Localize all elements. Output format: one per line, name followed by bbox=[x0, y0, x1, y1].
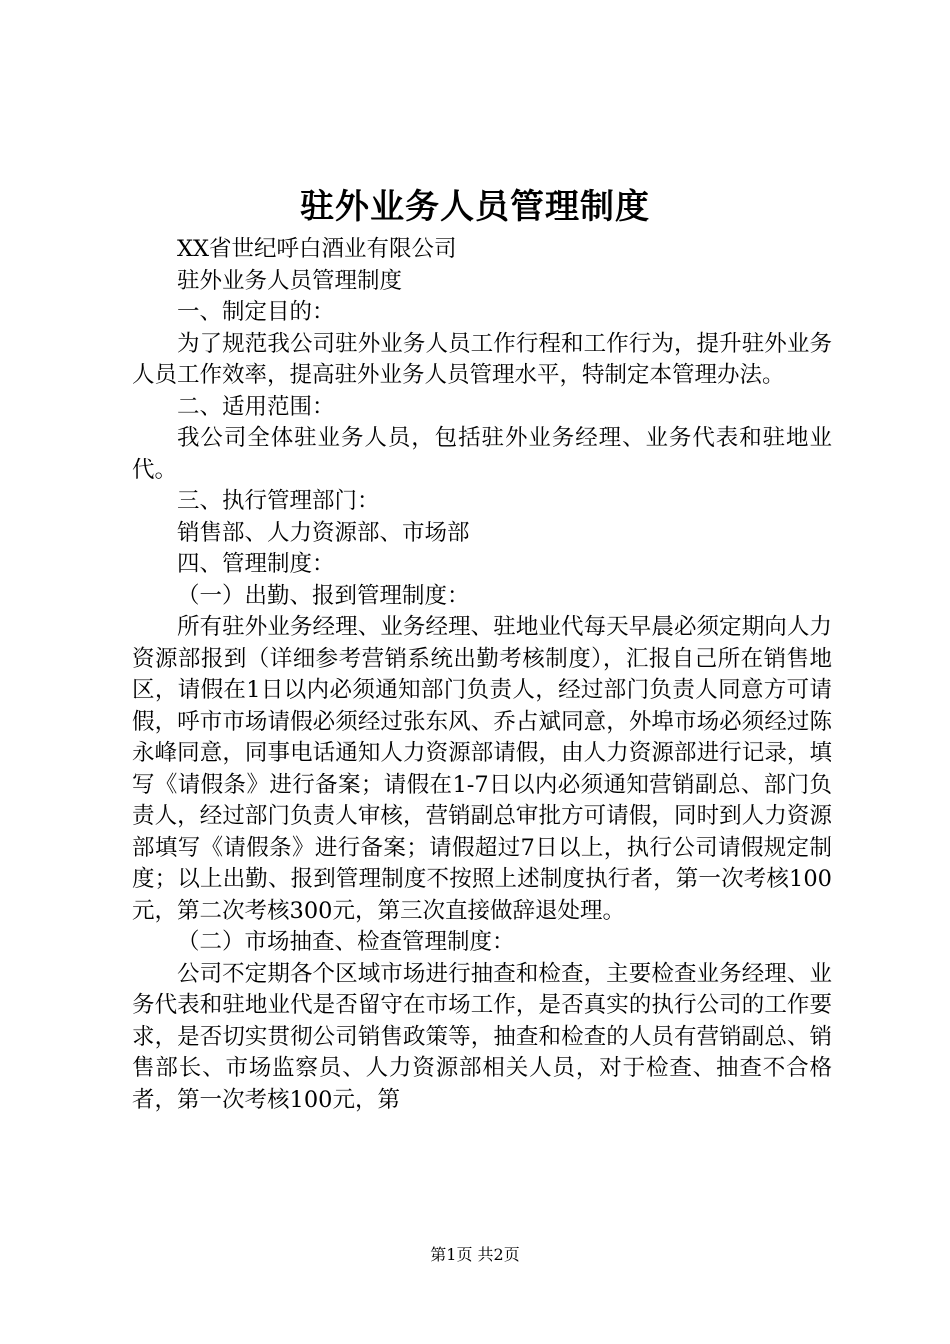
paragraph-inspection: 公司不定期各个区域市场进行抽查和检查，主要检查业务经理、业务代表和驻地业代是否留守在市场工作，是否真实的执行公司的工作要求，是否切实贯彻公司销售政策等，抽查和检查的人员有营销副总、销售部长、市场监察员、人力资源部相关人员，对于检查、抽查不合格者，第一次考核100元，第 bbox=[132, 960, 832, 1113]
paragraph-attendance: 所有驻外业务经理、业务经理、驻地业代每天早晨必须定期向人力资源部报到（详细参考营销系统出勤考核制度），汇报自己所在销售地区，请假在1日以内必须通知部门负责人，经过部门负责人同意方可请假，呼市市场请假必须经过张东风、乔占斌同意，外埠市场必须经过陈永峰同意，同事电话通知人力资源部请假，由人力资源部进行记录，填写《请假条》进行备案；请假在1-7日以内必须通知营销副总、部门负责人，经过部门负责人审核，营销副总审批方可请假，同时到人力资源部填写《请假条》进行备案；请假超过7日以上，执行公司请假规定制度；以上出勤、报到管理制度不按照上述制度执行者，第一次考核100元，第二次考核300元，第三次直接做辞退处理。 bbox=[132, 614, 832, 924]
paragraph-scope: 我公司全体驻业务人员，包括驻外业务经理、业务代表和驻地业代。 bbox=[132, 425, 832, 483]
page-footer: 第1页 共2页 bbox=[430, 1245, 520, 1264]
subtitle: 驻外业务人员管理制度 bbox=[177, 267, 403, 294]
section-heading-rules: 四、管理制度： bbox=[177, 551, 335, 577]
document-title: 驻外业务人员管理制度 bbox=[300, 187, 650, 227]
section-heading-scope: 二、适用范围： bbox=[177, 393, 335, 420]
section-heading-department: 三、执行管理部门： bbox=[177, 488, 380, 514]
document-body bbox=[132, 234, 832, 1116]
subsection-heading-attendance: （一）出勤、报到管理制度： bbox=[177, 582, 470, 609]
section-heading-purpose: 一、制定目的： bbox=[177, 299, 335, 325]
paragraph-department: 销售部、人力资源部、市场部 bbox=[177, 519, 470, 546]
subsection-heading-inspection: （二）市场抽查、检查管理制度： bbox=[177, 929, 515, 955]
company-name: XX省世纪呼白酒业有限公司 bbox=[177, 236, 457, 262]
paragraph-purpose: 为了规范我公司驻外业务人员工作行程和工作行为，提升驻外业务人员工作效率，提高驻外业务人员管理水平，特制定本管理办法。 bbox=[132, 330, 832, 388]
